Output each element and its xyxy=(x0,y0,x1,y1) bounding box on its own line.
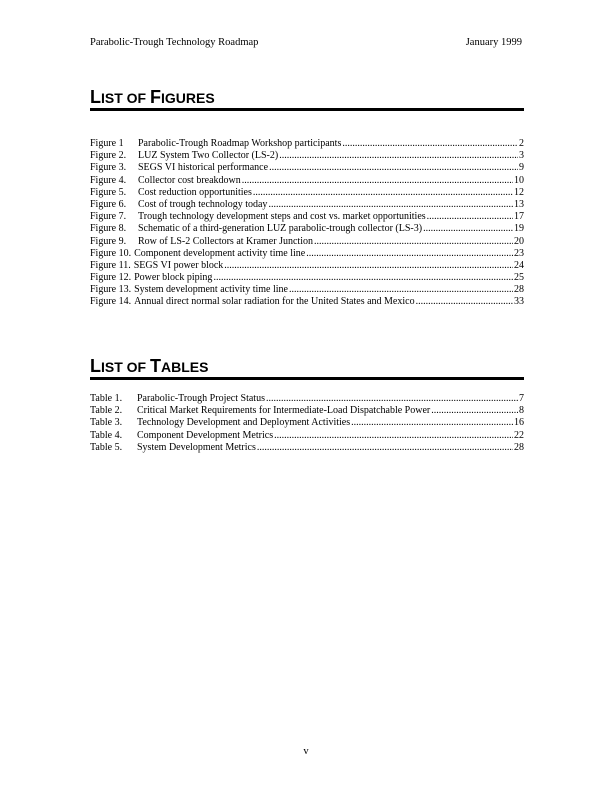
dot-leader xyxy=(314,236,513,248)
table-entry[interactable] xyxy=(90,393,524,405)
figure-entry-page-number: 24 xyxy=(514,259,524,271)
header-date: January 1999 xyxy=(465,37,522,48)
running-header xyxy=(90,37,522,48)
table-entry[interactable] xyxy=(90,430,524,442)
dot-leader xyxy=(427,211,513,223)
table-entry[interactable] xyxy=(90,417,524,429)
figure-entry-title: Component development activity time line xyxy=(134,247,306,259)
figure-entry-label: Figure 6. xyxy=(90,198,127,210)
figure-entry-label: Figure 8. xyxy=(90,223,127,235)
figure-entry-label: Figure 12. xyxy=(90,272,132,284)
figure-entry-label: Figure 2. xyxy=(90,150,127,162)
table-entry-title: Component Development Metrics xyxy=(137,429,274,441)
dot-leader xyxy=(257,442,513,454)
figure-entry-page-number: 25 xyxy=(514,272,524,284)
list-of-tables xyxy=(90,393,524,454)
list-of-figures xyxy=(90,138,524,309)
header-document-title: Parabolic-Trough Technology Roadmap xyxy=(90,37,259,48)
figure-entry-label: Figure 14. xyxy=(90,296,132,308)
table-entry-title: Parabolic-Trough Project Status xyxy=(137,393,265,404)
figure-entry-page-number: 9 xyxy=(519,162,524,174)
figure-entry[interactable] xyxy=(90,284,524,296)
figure-entry[interactable] xyxy=(90,236,524,248)
figure-entry-label: Figure 7. xyxy=(90,211,127,223)
figure-entry-page-number: 12 xyxy=(514,186,524,198)
figure-entry-page-number: 13 xyxy=(514,198,524,210)
table-entry-page-number: 16 xyxy=(514,417,524,429)
figure-entry-title: Power block piping xyxy=(134,272,213,284)
figure-entry[interactable] xyxy=(90,223,524,235)
table-entry-label: Table 2. xyxy=(90,405,123,417)
table-entry-title: Critical Market Requirements for Intermediate-Load Dispatchable Power xyxy=(137,405,431,417)
dot-leader xyxy=(253,187,513,199)
figure-entry[interactable] xyxy=(90,272,524,284)
figure-entry-title: Trough technology development steps and cost vs. market opportunities xyxy=(138,211,426,223)
dot-leader xyxy=(306,248,513,260)
dot-leader xyxy=(416,296,513,308)
figure-entry-title: SEGS VI power block xyxy=(133,259,224,271)
figure-entry-title: Schematic of a third-generation LUZ parabolic-trough collector (LS-3) xyxy=(138,223,423,235)
list-of-tables-heading: LIST OF TABLES xyxy=(90,357,524,380)
figure-entry-title: Row of LS-2 Collectors at Kramer Junction xyxy=(138,235,313,247)
page-number: v xyxy=(303,746,309,757)
figure-entry-label: Figure 9. xyxy=(90,235,127,247)
figure-entry[interactable] xyxy=(90,199,524,211)
figure-entry-label: Figure 4. xyxy=(90,174,127,186)
table-entry-label: Table 1. xyxy=(90,393,123,404)
table-entry-page-number: 8 xyxy=(519,405,524,417)
figure-entry-label: Figure 10. xyxy=(90,247,132,259)
table-entry-page-number: 22 xyxy=(514,429,524,441)
figure-entry[interactable] xyxy=(90,211,524,223)
table-entry[interactable] xyxy=(90,442,524,454)
figure-entry-page-number: 20 xyxy=(514,235,524,247)
figure-entry-label: Figure 13. xyxy=(90,284,132,296)
dot-leader xyxy=(266,393,518,405)
figure-entry-label: Figure 3. xyxy=(90,162,127,174)
dot-leader xyxy=(269,162,518,174)
table-entry-title: System Development Metrics xyxy=(137,441,256,453)
figure-entry-page-number: 33 xyxy=(514,296,524,308)
dot-leader xyxy=(423,223,513,235)
list-of-figures-heading: LIST OF FIGURES xyxy=(90,88,524,111)
figure-entry-page-number: 17 xyxy=(514,211,524,223)
figure-entry-page-number: 2 xyxy=(519,138,524,149)
figure-entry-title: Annual direct normal solar radiation for the United States and Mexico xyxy=(134,296,415,308)
dot-leader xyxy=(279,150,518,162)
dot-leader xyxy=(351,417,513,429)
figure-entry-title: SEGS VI historical performance xyxy=(138,162,269,174)
figure-entry-page-number: 3 xyxy=(519,150,524,162)
dot-leader xyxy=(242,175,513,187)
figure-entry[interactable] xyxy=(90,175,524,187)
dot-leader xyxy=(431,405,518,417)
table-entry-page-number: 28 xyxy=(514,441,524,453)
figure-entry-page-number: 23 xyxy=(514,247,524,259)
table-entry-page-number: 7 xyxy=(519,393,524,404)
figure-entry-title: Collector cost breakdown xyxy=(138,174,241,186)
table-entry-label: Table 3. xyxy=(90,417,123,429)
figure-entry[interactable] xyxy=(90,150,524,162)
figure-entry-label: Figure 5. xyxy=(90,186,127,198)
figure-entry[interactable] xyxy=(90,187,524,199)
figure-entry-label: Figure 1 xyxy=(90,138,124,149)
table-entry[interactable] xyxy=(90,405,524,417)
dot-leader xyxy=(268,199,513,211)
table-entry-title: Technology Development and Deployment Activities xyxy=(137,417,351,429)
figure-entry[interactable] xyxy=(90,296,524,308)
figure-entry-label: Figure 11. xyxy=(90,259,131,271)
dot-leader xyxy=(213,272,513,284)
dot-leader xyxy=(342,138,518,150)
figure-entry-title: Parabolic-Trough Roadmap Workshop participants xyxy=(138,138,342,149)
figure-entry-page-number: 19 xyxy=(514,223,524,235)
figure-entry[interactable] xyxy=(90,248,524,260)
figure-entry-title: System development activity time line xyxy=(134,284,288,296)
figure-entry[interactable] xyxy=(90,162,524,174)
figure-entry-page-number: 28 xyxy=(514,284,524,296)
dot-leader xyxy=(289,284,513,296)
figure-entry-title: Cost reduction opportunities xyxy=(138,186,252,198)
figure-entry[interactable] xyxy=(90,260,524,272)
dot-leader xyxy=(274,430,513,442)
figure-entry-title: Cost of trough technology today xyxy=(138,198,268,210)
figure-entry[interactable] xyxy=(90,138,524,150)
dot-leader xyxy=(224,260,513,272)
figure-entry-page-number: 10 xyxy=(514,174,524,186)
table-entry-label: Table 5. xyxy=(90,441,123,453)
figure-entry-title: LUZ System Two Collector (LS-2) xyxy=(138,150,279,162)
table-entry-label: Table 4. xyxy=(90,429,123,441)
